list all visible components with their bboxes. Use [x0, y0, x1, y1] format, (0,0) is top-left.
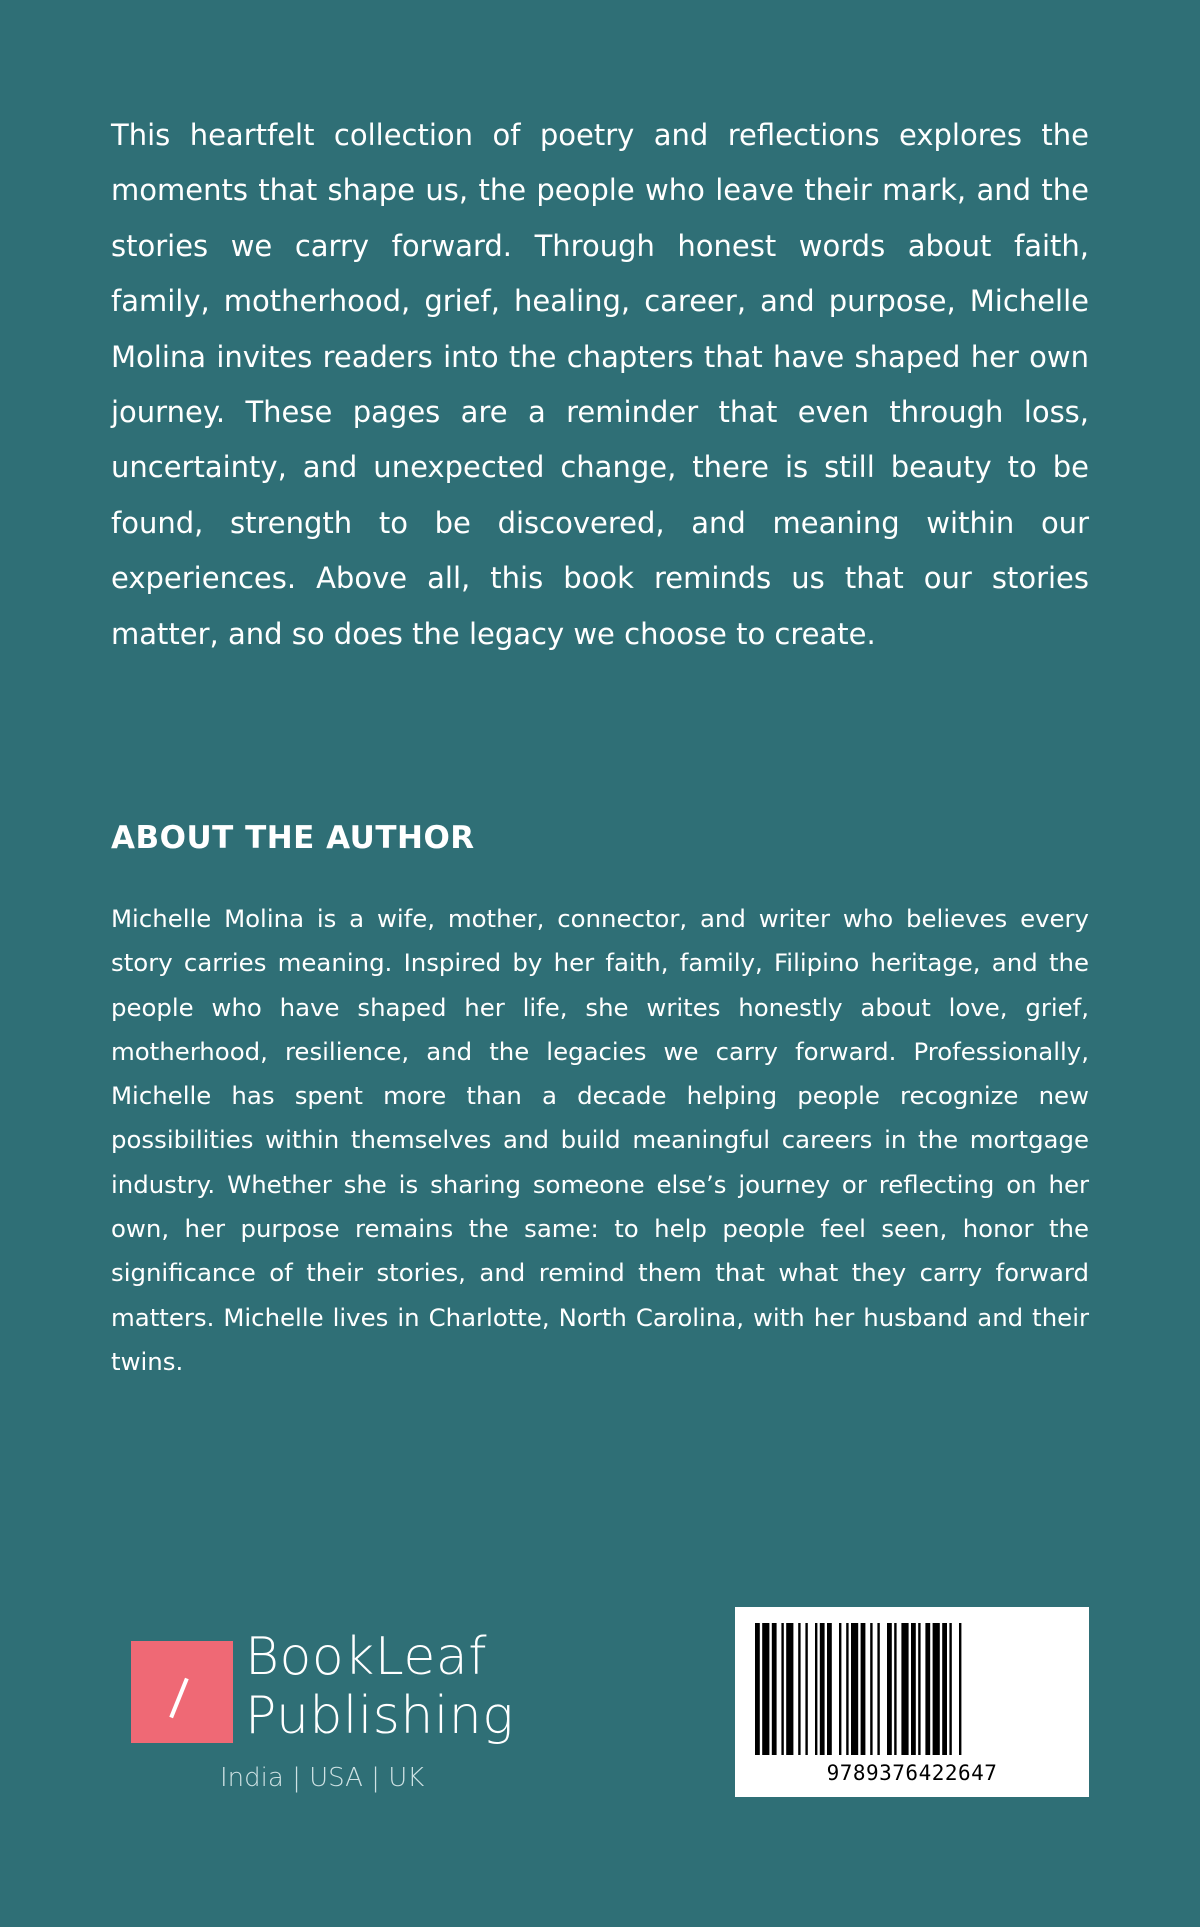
publisher-name-line1: BookLeaf: [245, 1627, 488, 1687]
logo-square: [131, 1641, 233, 1743]
about-author-heading: ABOUT THE AUTHOR: [111, 820, 475, 856]
isbn-barcode: [735, 1607, 1089, 1797]
slash-icon: [169, 1678, 188, 1718]
publisher-logo: [131, 1627, 531, 1797]
publisher-regions: India | USA | UK: [220, 1763, 425, 1793]
publisher-name-line2: Publishing: [245, 1686, 514, 1746]
barcode-bars: [749, 1621, 1075, 1757]
author-bio: Michelle Molina is a wife, mother, connector, and writer who believes every story carries meaning. Inspired by her faith, family, Filipino heritage, and the people who have shaped her life, she writes honestly about love, grief, motherhood, resilience, and the legacies we carry forward. Professionally, Michelle has spent more than a decade helping people recognize new possibilities within themselves and build meaningful careers in the mortgage industry. Whether she is sharing someone else’s journey or reflecting on her own, her purpose remains the same: to help people feel seen, honor the significance of their stories, and remind them that what they carry forward matters. Michelle lives in Charlotte, North Carolina, with her husband and their twins.: [111, 904, 1089, 1376]
isbn-number: 9789376422647: [826, 1761, 998, 1785]
back-cover-blurb: This heartfelt collection of poetry and reflections explores the moments that shape us, the people who leave their mark, and the stories we carry forward. Through honest words about faith, family, motherhood, grief, healing, career, and purpose, Michelle Molina invites readers into the chapters that have shaped her own journey. These pages are a reminder that even through loss, uncertainty, and unexpected change, there is still beauty to be found, strength to be discovered, and meaning within our experiences. Above all, this book reminds us that our stories matter, and so does the legacy we choose to create.: [111, 118, 1089, 651]
